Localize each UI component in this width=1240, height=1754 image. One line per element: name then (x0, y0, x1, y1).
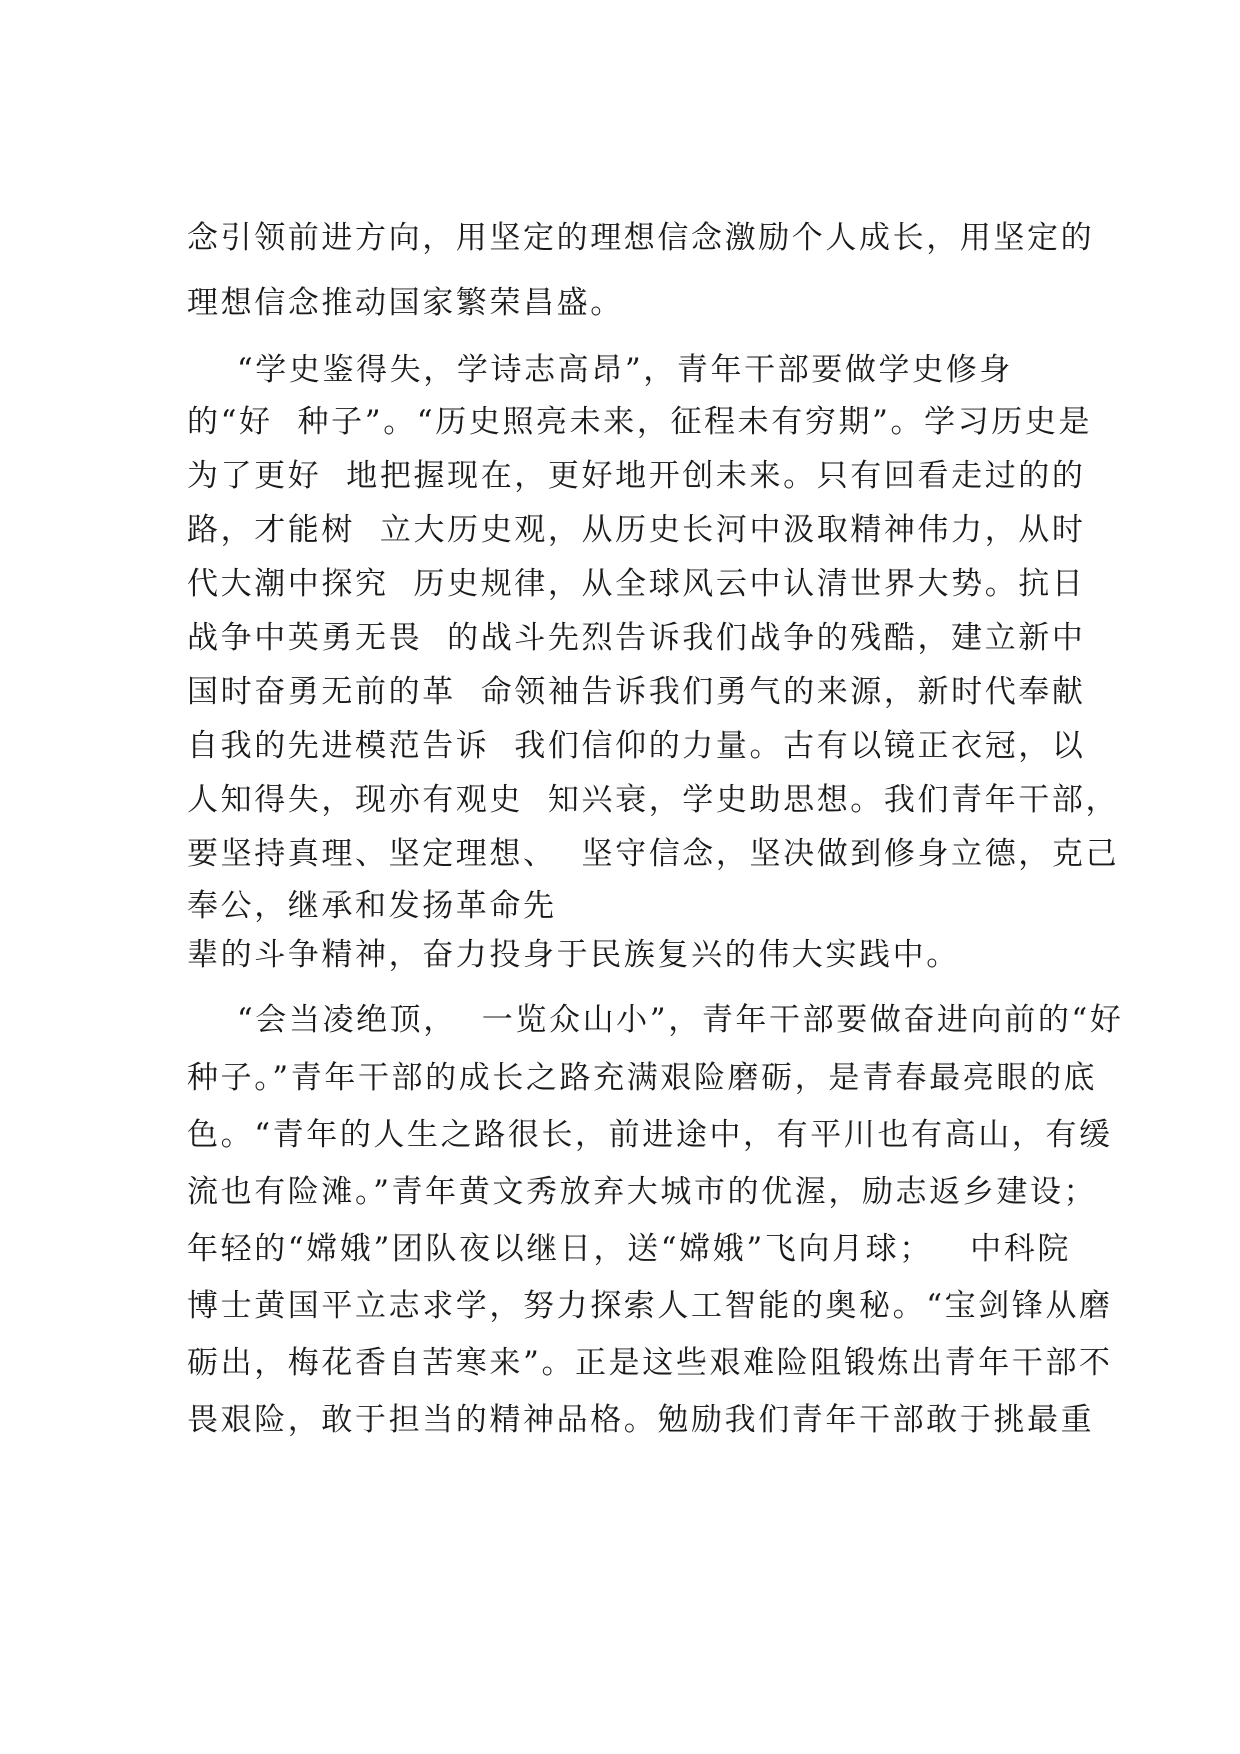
text-line: 年轻的“嫦娥”团队夜以继日，送“嫦娥”飞向月球； 中科院 (187, 1231, 1071, 1267)
text-line: 念引领前进方向，用坚定的理想信念激励个人成长，用坚定的 (187, 220, 1095, 256)
text-line: 畏艰险，敢于担当的精神品格。勉励我们青年干部敢于挑最重 (187, 1402, 1095, 1438)
text-line: 色。“青年的人生之路很长，前进途中，有平川也有高山，有缓 (187, 1117, 1113, 1153)
text-line: 要坚持真理、坚定理想、 坚守信念，坚决做到修身立德，克己 (187, 836, 1120, 872)
text-line: “会当凌绝顶， 一览众山小”，青年干部要做奋进向前的“好 (187, 1002, 1124, 1038)
text-line: 战争中英勇无畏 的战斗先烈告诉我们战争的残酷，建立新中 (187, 620, 1086, 656)
text-line: “学史鉴得失，学诗志高昂”，青年干部要做学史修身 (187, 352, 1013, 388)
text-line: 为了更好 地把握现在，更好地开创未来。只有回看走过的的 (187, 458, 1086, 494)
text-line: 辈的斗争精神，奋力投身于民族复兴的伟大实践中。 (187, 937, 960, 973)
text-line: 种子。”青年干部的成长之路充满艰险磨砺，是青春最亮眼的底 (187, 1060, 1098, 1096)
text-line: 理想信念推动国家繁荣昌盛。 (187, 285, 624, 321)
text-line: 路，才能树 立大历史观，从历史长河中汲取精神伟力，从时 (187, 512, 1086, 548)
text-line: 人知得失，现亦有观史 知兴衰，学史助思想。我们青年干部， (187, 782, 1120, 818)
text-line: 流也有险滩。”青年黄文秀放弃大城市的优渥，励志返乡建设； (187, 1174, 1098, 1210)
text-line: 国时奋勇无前的革 命领袖告诉我们勇气的来源，新时代奉献 (187, 674, 1086, 710)
text-line: 代大潮中探究 历史规律，从全球风云中认清世界大势。抗日 (187, 566, 1086, 602)
text-line: 奉公，继承和发扬革命先 (187, 888, 557, 924)
text-line: 博士黄国平立志求学，努力探索人工智能的奥秘。“宝剑锋从磨 (187, 1288, 1113, 1324)
text-line: 的“好 种子”。“历史照亮未来，征程未有穷期”。学习历史是 (187, 404, 1093, 440)
text-line: 自我的先进模范告诉 我们信仰的力量。古有以镜正衣冠，以 (187, 728, 1086, 764)
text-line: 砺出，梅花香自苦寒来”。正是这些艰难险阻锻炼出青年干部不 (187, 1345, 1113, 1381)
